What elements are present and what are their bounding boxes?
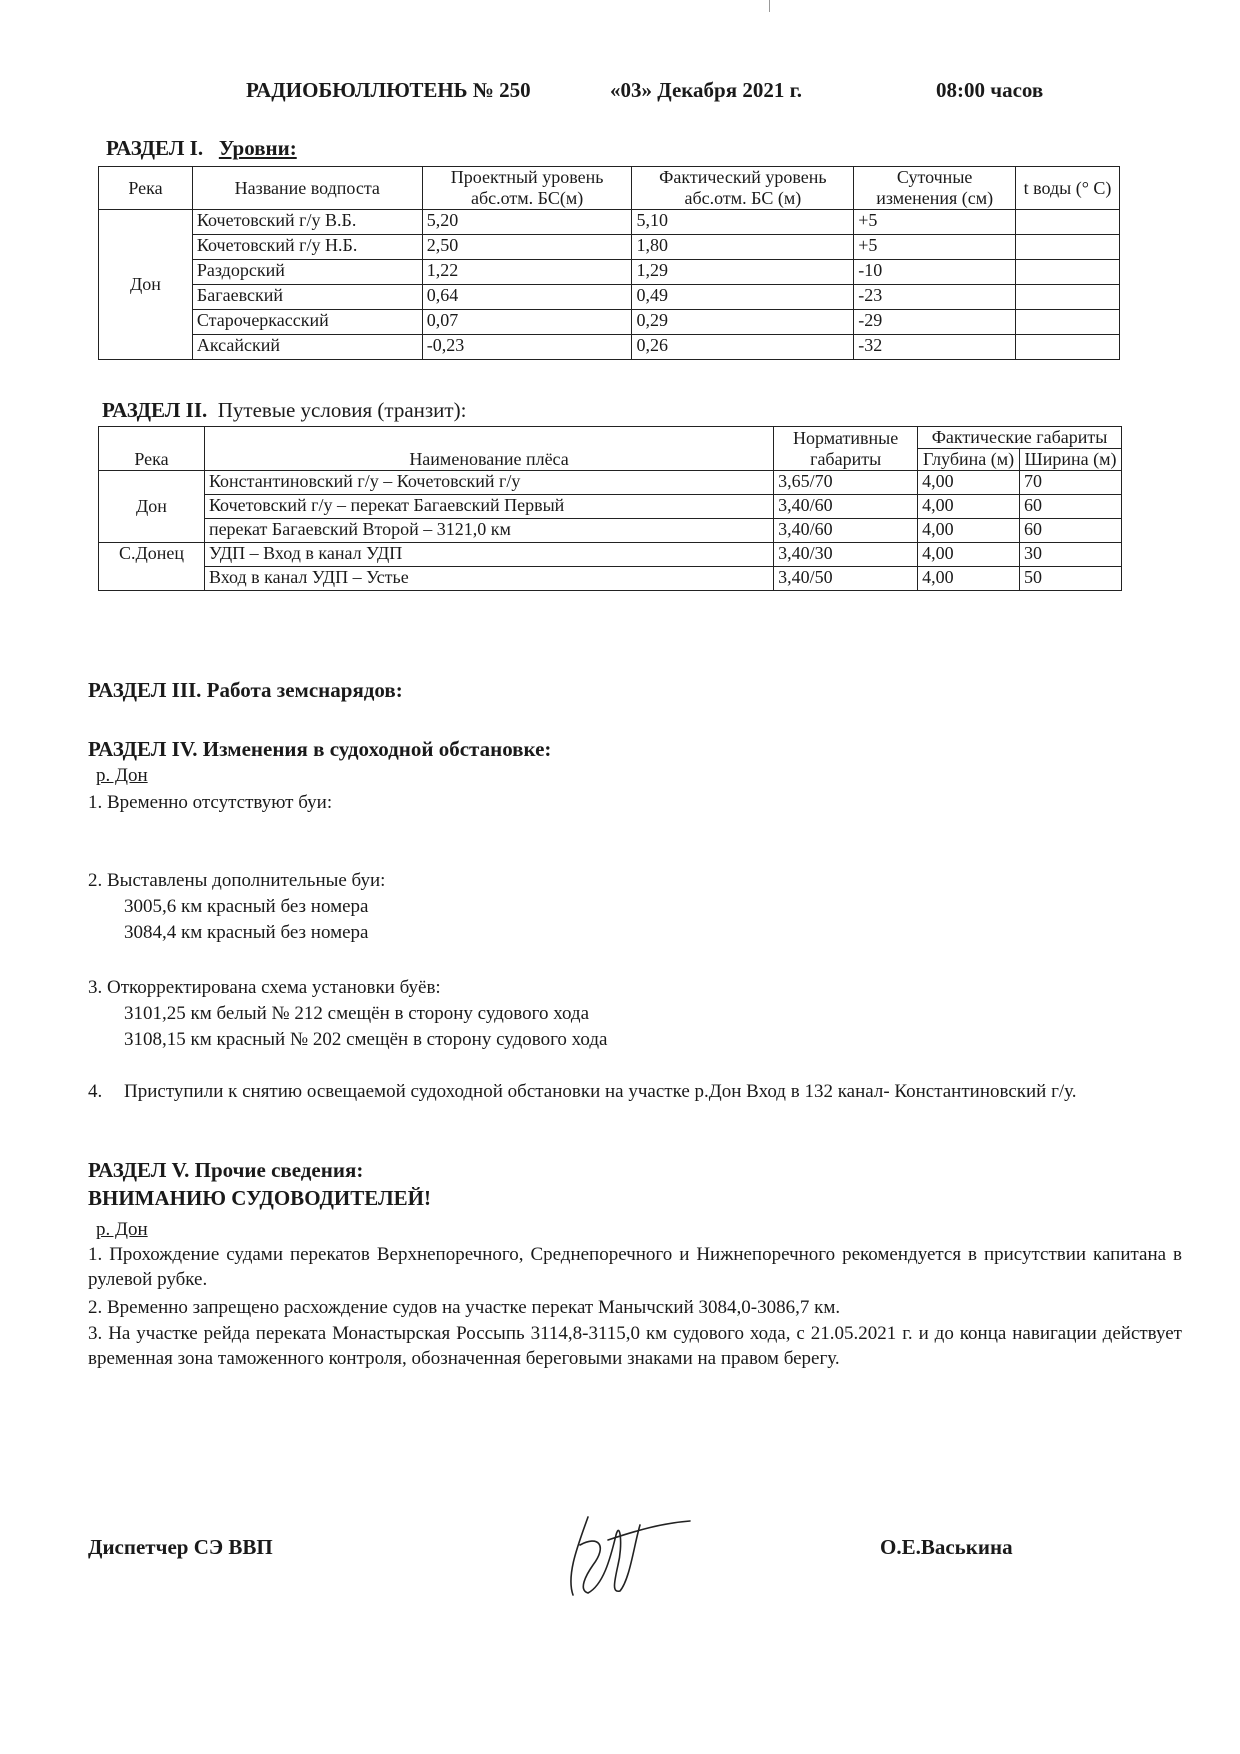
section5-heading: РАЗДЕЛ V. Прочие сведения: xyxy=(88,1158,364,1182)
section1-heading xyxy=(106,136,297,161)
reach-name: УДП – Вход в канал УДП xyxy=(204,543,773,567)
post-name: Аксайский xyxy=(192,335,422,360)
design-level: 0,07 xyxy=(422,310,632,335)
levels-header-row xyxy=(99,167,1120,210)
post-name: Багаевский xyxy=(192,285,422,310)
dispatcher-name: О.Е.Васькина xyxy=(880,1535,1013,1559)
actual-width: 60 xyxy=(1020,495,1122,519)
actual-level: 0,26 xyxy=(632,335,854,360)
actual-depth: 4,00 xyxy=(918,519,1020,543)
daily-change: +5 xyxy=(854,210,1016,235)
levels-col-change: Суточные изменения (см) xyxy=(854,167,1016,210)
transit-col-actual: Фактические габариты xyxy=(918,427,1122,449)
norm-dimensions: 3,65/70 xyxy=(774,471,918,495)
norm-dimensions: 3,40/30 xyxy=(774,543,918,567)
levels-col-actual: Фактический уровень абс.отм. БС (м) xyxy=(632,167,854,210)
section4-river-label: р. Дон xyxy=(96,765,148,786)
transit-header-row xyxy=(99,427,1122,449)
section4-item3: 3. Откорректирована схема установки буёв: xyxy=(88,977,441,998)
design-level: 2,50 xyxy=(422,235,632,260)
buoy-line: 3084,4 км красный без номера xyxy=(124,922,369,943)
actual-level: 0,29 xyxy=(632,310,854,335)
water-temp xyxy=(1016,260,1120,285)
section2-title: Путевые условия (транзит): xyxy=(217,398,467,422)
post-name: Кочетовский г/у Н.Б. xyxy=(192,235,422,260)
fold-mark xyxy=(769,0,770,12)
daily-change: +5 xyxy=(854,235,1016,260)
section3-heading: РАЗДЕЛ III. Работа земснарядов: xyxy=(88,678,403,702)
signature-graphic xyxy=(548,1505,698,1605)
reach-name: Кочетовский г/у – перекат Багаевский Первый xyxy=(204,495,773,519)
transit-col-river: Река xyxy=(99,427,205,471)
design-level: -0,23 xyxy=(422,335,632,360)
design-level: 5,20 xyxy=(422,210,632,235)
section2-label: РАЗДЕЛ II. xyxy=(102,398,208,422)
transit-river-cell: Дон xyxy=(99,471,205,543)
section1-title: Уровни: xyxy=(218,136,297,160)
section5-item3: 3. На участке рейда переката Монастырская Россыпь 3114,8-3115,0 км судового хода, с 21.05.2021 г. и до конца навигации действует временная зона таможенного контроля, обозначенная береговыми знаками на правом берегу. xyxy=(88,1323,1182,1369)
bulletin-date: «03» Декабря 2021 г. xyxy=(610,78,803,102)
daily-change: -10 xyxy=(854,260,1016,285)
design-level: 1,22 xyxy=(422,260,632,285)
section4-item4-number: 4. xyxy=(88,1081,103,1102)
levels-col-river: Река xyxy=(99,167,193,210)
section4-river xyxy=(96,763,148,788)
daily-change: -23 xyxy=(854,285,1016,310)
actual-depth: 4,00 xyxy=(918,567,1020,591)
transit-table xyxy=(98,426,1122,591)
reach-name: Вход в канал УДП – Устье xyxy=(204,567,773,591)
signature xyxy=(548,1505,698,1605)
post-name: Раздорский xyxy=(192,260,422,285)
actual-width: 60 xyxy=(1020,519,1122,543)
levels-table xyxy=(98,166,1120,360)
water-temp xyxy=(1016,285,1120,310)
transit-col-norm: Нормативные габариты xyxy=(774,427,918,471)
dispatcher-position: Диспетчер СЭ ВВП xyxy=(88,1535,273,1559)
table-row xyxy=(99,519,1122,543)
levels-col-temp: t воды (° C) xyxy=(1016,167,1120,210)
levels-col-post: Название водпоста xyxy=(192,167,422,210)
section2-heading xyxy=(102,398,466,423)
transit-col-depth: Глубина (м) xyxy=(918,449,1020,471)
section4-item1: 1. Временно отсутствуют буи: xyxy=(88,792,333,813)
reach-name: перекат Багаевский Второй – 3121,0 км xyxy=(204,519,773,543)
transit-col-reach: Наименование плёса xyxy=(204,427,773,471)
daily-change: -32 xyxy=(854,335,1016,360)
section4-item4: Приступили к снятию освещаемой судоходной обстановки на участке р.Дон Вход в 132 канал- Константиновский г/у. xyxy=(124,1081,1077,1102)
table-row xyxy=(99,471,1122,495)
actual-depth: 4,00 xyxy=(918,495,1020,519)
section5-subtitle: ВНИМАНИЮ СУДОВОДИТЕЛЕЙ! xyxy=(88,1186,431,1210)
section5-river-label: р. Дон xyxy=(96,1219,148,1240)
daily-change: -29 xyxy=(854,310,1016,335)
bulletin-time: 08:00 часов xyxy=(936,78,1044,102)
section5-river xyxy=(96,1217,148,1242)
norm-dimensions: 3,40/60 xyxy=(774,495,918,519)
table-row xyxy=(99,495,1122,519)
water-temp xyxy=(1016,335,1120,360)
actual-level: 5,10 xyxy=(632,210,854,235)
section4-heading: РАЗДЕЛ IV. Изменения в судоходной обстановке: xyxy=(88,737,552,761)
levels-col-design: Проектный уровень абс.отм. БС(м) xyxy=(422,167,632,210)
table-row xyxy=(99,260,1120,285)
section1-label: РАЗДЕЛ I. xyxy=(106,136,204,160)
water-temp xyxy=(1016,235,1120,260)
transit-river-cell: С.Донец xyxy=(99,543,205,591)
actual-width: 30 xyxy=(1020,543,1122,567)
section4-item2: 2. Выставлены дополнительные буи: xyxy=(88,870,386,891)
section5-item1: 1. Прохождение судами перекатов Верхнепоречного, Среднепоречного и Нижнепоречного рекомендуется в присутствии капитана в рулевой рубке. xyxy=(88,1244,1182,1290)
water-temp xyxy=(1016,310,1120,335)
transit-col-width: Ширина (м) xyxy=(1020,449,1122,471)
water-temp xyxy=(1016,210,1120,235)
actual-level: 0,49 xyxy=(632,285,854,310)
actual-width: 70 xyxy=(1020,471,1122,495)
buoy-line: 3005,6 км красный без номера xyxy=(124,896,369,917)
levels-river-cell: Дон xyxy=(99,210,193,360)
section5-item2: 2. Временно запрещено расхождение судов на участке перекат Манычский 3084,0-3086,7 км. xyxy=(88,1297,841,1318)
bulletin-title: РАДИОБЮЛЛЮТЕНЬ № 250 xyxy=(246,78,531,102)
post-name: Кочетовский г/у В.Б. xyxy=(192,210,422,235)
reach-name: Константиновский г/у – Кочетовский г/у xyxy=(204,471,773,495)
table-row xyxy=(99,210,1120,235)
table-row xyxy=(99,335,1120,360)
norm-dimensions: 3,40/60 xyxy=(774,519,918,543)
table-row xyxy=(99,543,1122,567)
buoy-line: 3101,25 км белый № 212 смещён в сторону судового хода xyxy=(124,1003,590,1024)
norm-dimensions: 3,40/50 xyxy=(774,567,918,591)
buoy-line: 3108,15 км красный № 202 смещён в сторону судового хода xyxy=(124,1029,608,1050)
table-row xyxy=(99,235,1120,260)
table-row xyxy=(99,310,1120,335)
table-row xyxy=(99,285,1120,310)
actual-level: 1,80 xyxy=(632,235,854,260)
actual-depth: 4,00 xyxy=(918,543,1020,567)
design-level: 0,64 xyxy=(422,285,632,310)
actual-width: 50 xyxy=(1020,567,1122,591)
actual-depth: 4,00 xyxy=(918,471,1020,495)
table-row xyxy=(99,567,1122,591)
post-name: Старочеркасский xyxy=(192,310,422,335)
actual-level: 1,29 xyxy=(632,260,854,285)
